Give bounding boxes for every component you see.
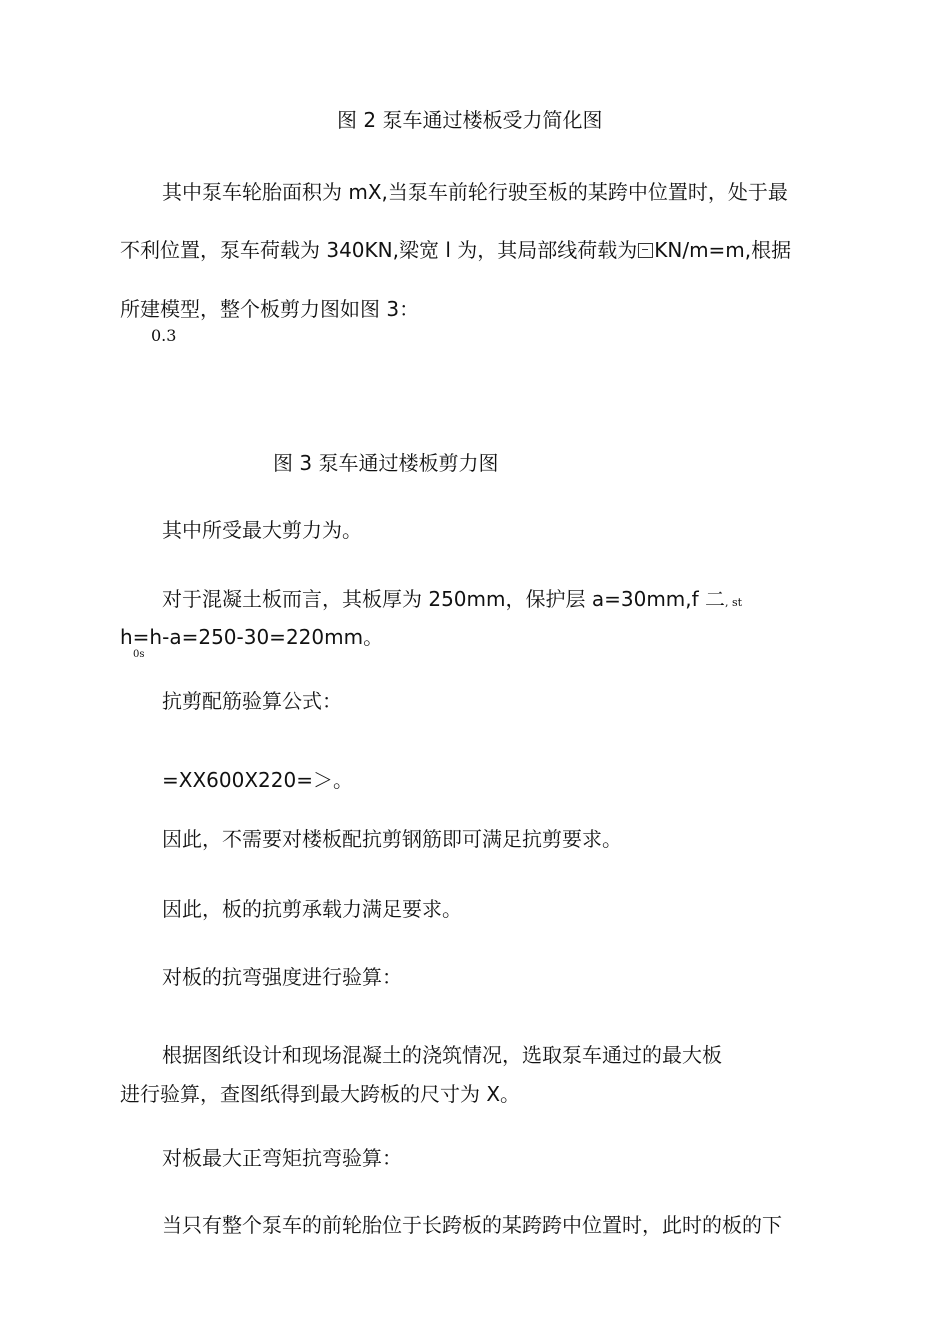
- paragraph-line: 所建模型，整个板剪力图如图 3：: [120, 297, 420, 321]
- moment-heading: 对板最大正弯矩抗弯验算：: [162, 1146, 402, 1170]
- figure-value-label: 0.3: [151, 326, 177, 345]
- drawing-line: 根据图纸设计和现场混凝土的浇筑情况，选取泵车通过的最大板: [162, 1043, 722, 1067]
- placeholder-symbol-icon: [638, 243, 653, 258]
- paragraph-line: 当只有整个泵车的前轮胎位于长跨板的某跨跨中位置时，此时的板的下: [162, 1213, 782, 1237]
- conclusion-line: 因此，不需要对楼板配抗剪钢筋即可满足抗剪要求。: [162, 827, 622, 851]
- effective-depth-subscript: 0s: [133, 649, 145, 660]
- paragraph-line: [120, 237, 791, 263]
- concrete-text: 对于混凝土板而言，其板厚为 250mm，保护层 a=30mm,f 二: [162, 587, 726, 611]
- figure-2-caption: 图 2 泵车通过楼板受力简化图: [337, 108, 603, 132]
- bending-heading: 对板的抗弯强度进行验算：: [162, 965, 402, 989]
- figure-3-caption: 图 3 泵车通过楼板剪力图: [273, 451, 499, 475]
- formula-heading: 抗剪配筋验算公式：: [162, 689, 342, 713]
- formula-text: =XX600X220=＞。: [162, 768, 353, 792]
- paragraph-line-part: KN/m=m,根据: [654, 238, 792, 262]
- concrete-line: [162, 586, 742, 616]
- paragraph-line-part: 不利位置，泵车荷载为 340KN,梁宽 l 为，其局部线荷载为: [120, 238, 638, 262]
- concrete-subscript: , st: [725, 596, 743, 609]
- drawing-line: 进行验算，查图纸得到最大跨板的尺寸为 X。: [120, 1082, 521, 1106]
- conclusion-line: 因此，板的抗剪承载力满足要求。: [162, 897, 462, 921]
- effective-depth-line: h=h-a=250-30=220mm。: [120, 625, 384, 649]
- paragraph-line: 其中泵车轮胎面积为 mX,当泵车前轮行驶至板的某跨中位置时，处于最: [162, 180, 788, 204]
- max-shear-text: 其中所受最大剪力为。: [162, 518, 362, 542]
